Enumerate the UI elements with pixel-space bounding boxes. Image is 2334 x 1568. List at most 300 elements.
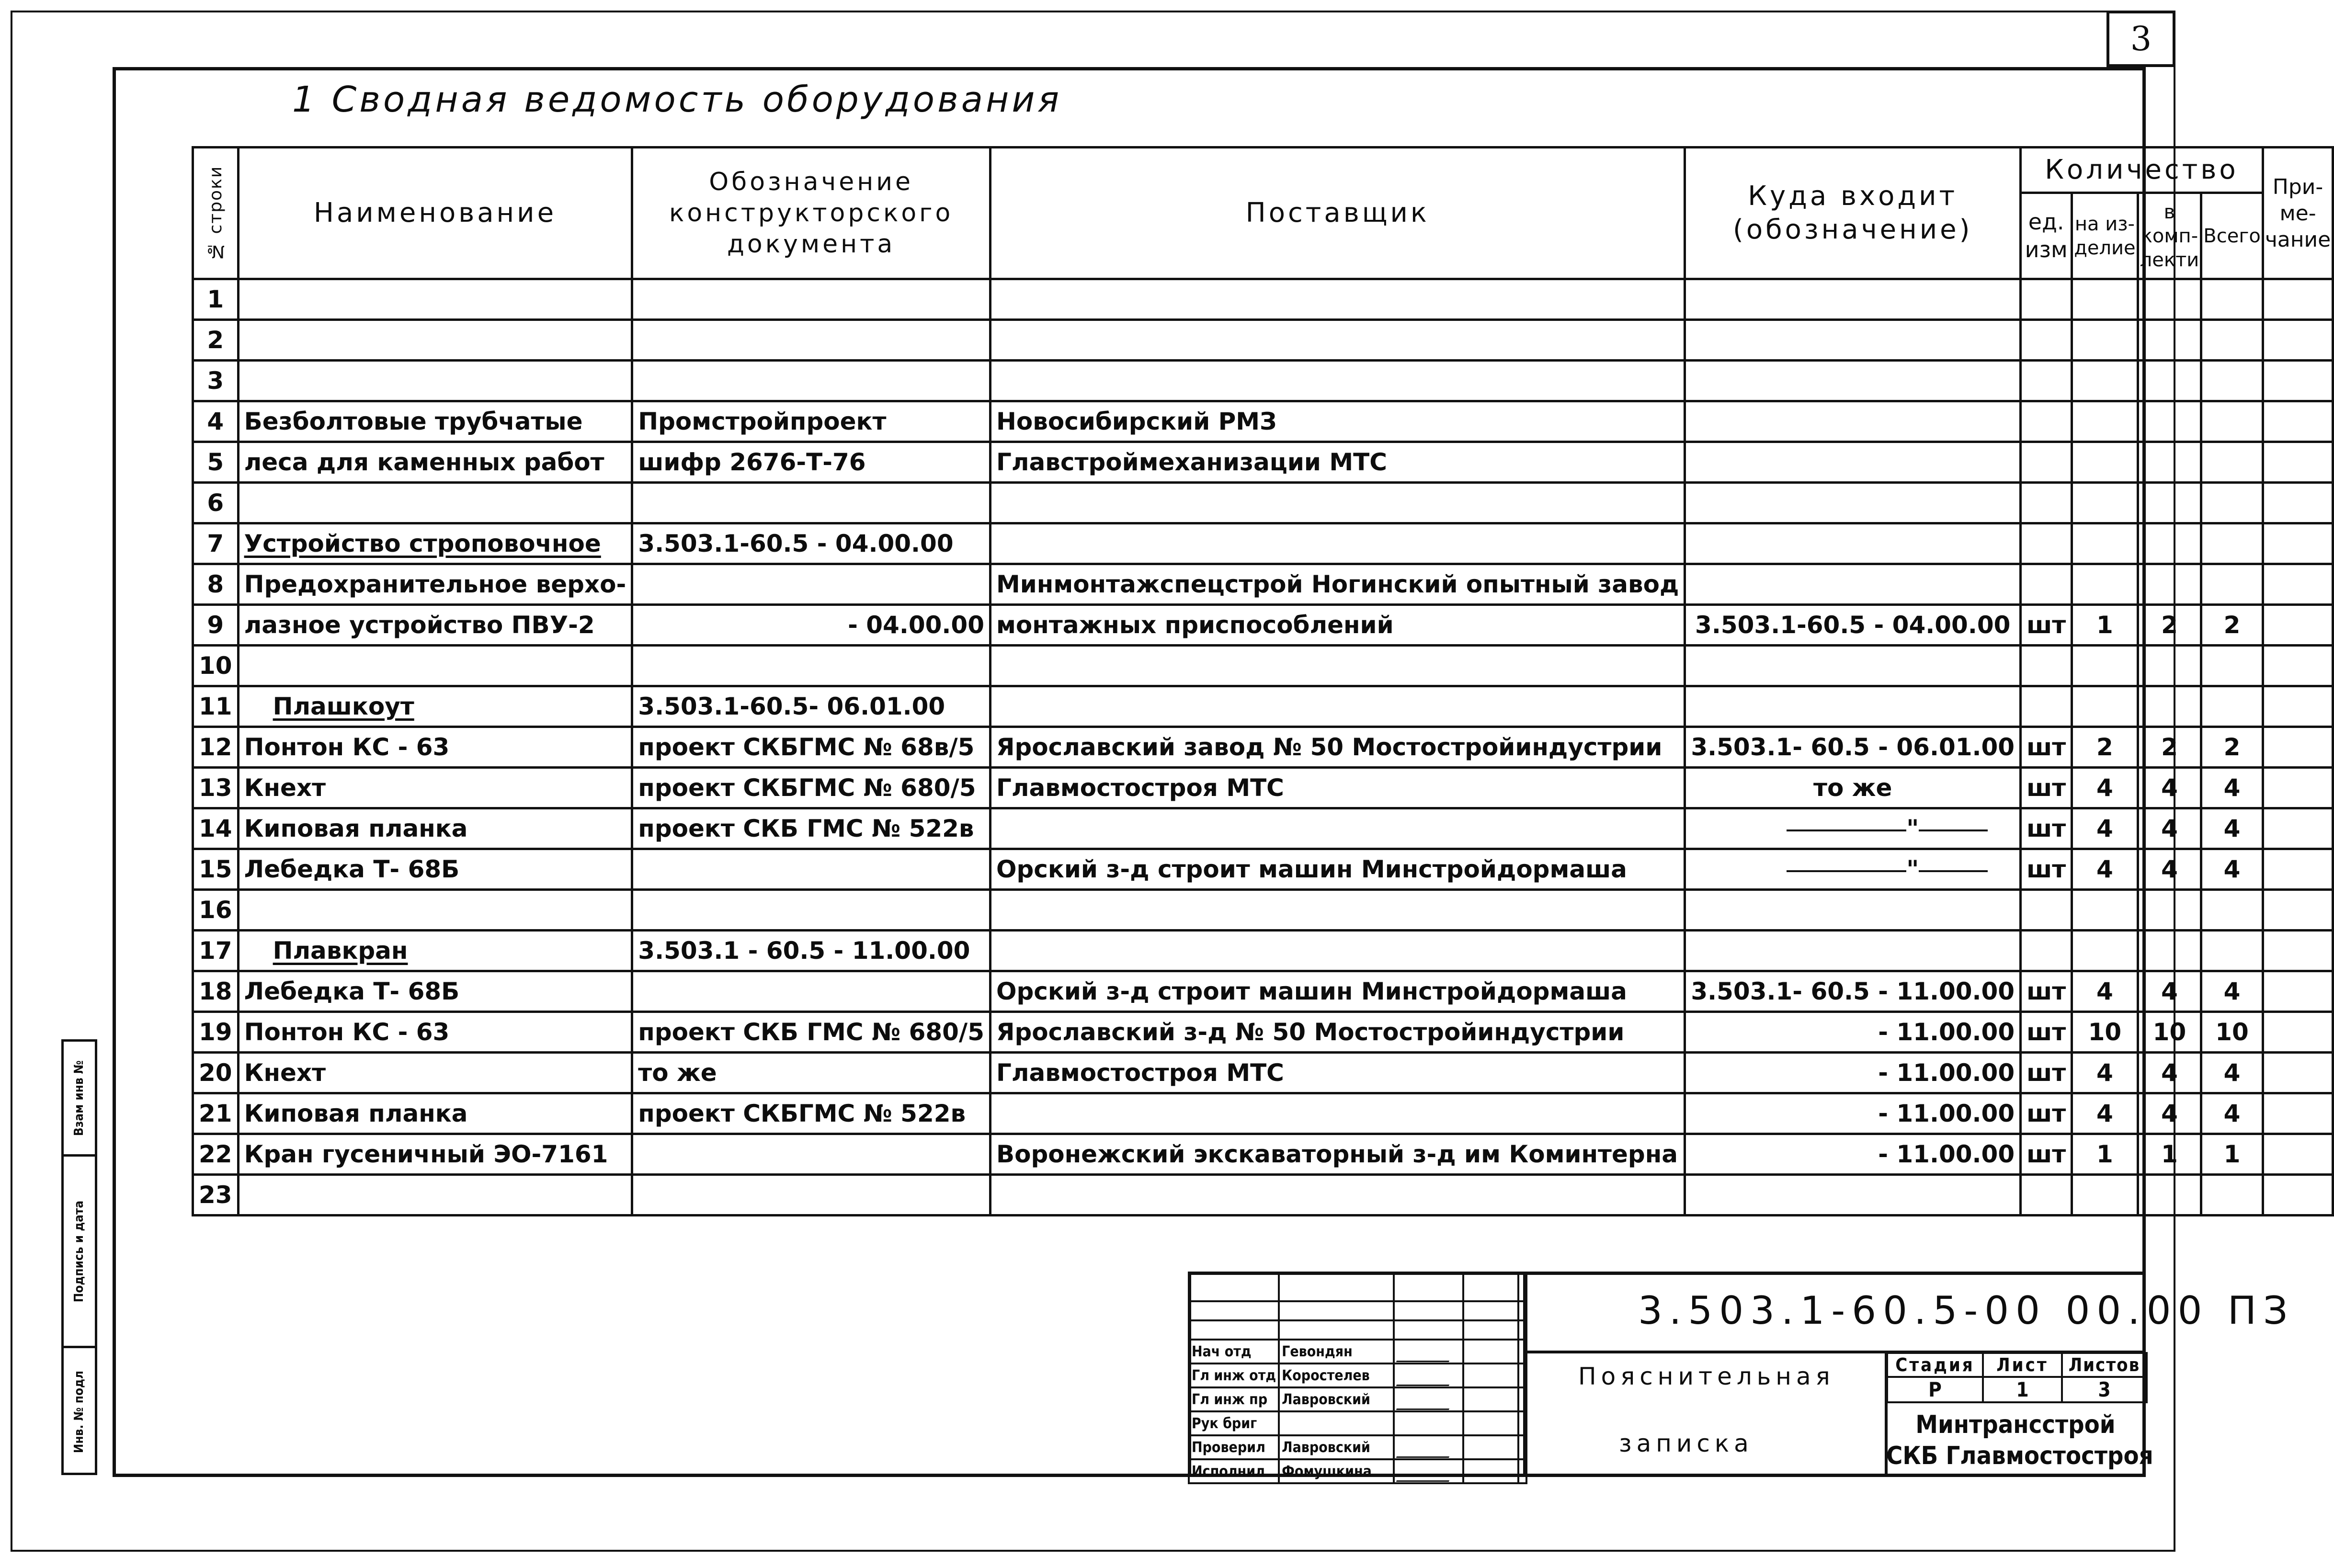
row-number: 21	[193, 1093, 239, 1134]
row-designation: шифр 2676-Т-76	[632, 442, 991, 483]
row-unit	[2021, 361, 2072, 401]
row-supplier	[991, 1093, 1685, 1134]
row-unit: шт	[2021, 1012, 2072, 1053]
signature-person: Коростелев	[1279, 1363, 1394, 1387]
row-designation	[632, 849, 991, 890]
table-row	[193, 1093, 2333, 1134]
row-number: 23	[193, 1175, 239, 1216]
signature-role: Гл инж пр	[1189, 1387, 1279, 1411]
row-unit: шт	[2021, 605, 2072, 646]
stage-table	[1886, 1352, 2148, 1403]
row-number: 19	[193, 1012, 239, 1053]
signature-table	[1188, 1272, 1527, 1484]
row-total	[2201, 523, 2263, 564]
row-per-item	[2072, 279, 2138, 320]
row-supplier	[991, 483, 1685, 523]
row-supplier: Главстроймеханизации МТС	[991, 442, 1685, 483]
row-number: 10	[193, 646, 239, 686]
row-where-used	[1685, 279, 2021, 320]
row-per-item: 4	[2072, 849, 2138, 890]
table-row	[193, 808, 2333, 849]
row-per-item: 10	[2072, 1012, 2138, 1053]
row-per-item: 4	[2072, 971, 2138, 1012]
row-unit	[2021, 320, 2072, 361]
row-per-set	[2138, 401, 2201, 442]
row-per-item	[2072, 931, 2138, 971]
row-total: 1	[2201, 1134, 2263, 1175]
document-name-2: записка	[1619, 1430, 1753, 1457]
row-total	[2201, 1175, 2263, 1216]
ditto-line	[1787, 870, 1988, 872]
row-designation: Промстройпроект	[632, 401, 991, 442]
row-designation	[632, 361, 991, 401]
row-total: 4	[2201, 1093, 2263, 1134]
header-where-used: Куда входит (обозначение)	[1685, 148, 2021, 279]
row-per-item: 4	[2072, 768, 2138, 808]
row-name	[238, 1175, 632, 1216]
header-designation: Обозначение конструкторского документа	[632, 148, 991, 279]
row-designation: - 04.00.00	[632, 605, 991, 646]
row-supplier: Новосибирский РМЗ	[991, 401, 1685, 442]
row-where-used: - 11.00.00	[1685, 1012, 2021, 1053]
signature-mark	[1394, 1435, 1463, 1459]
row-total: 4	[2201, 849, 2263, 890]
row-note	[2263, 890, 2333, 931]
row-name: Устройство строповочное	[238, 523, 632, 564]
row-number: 2	[193, 320, 239, 361]
row-supplier	[991, 890, 1685, 931]
row-where-used	[1685, 320, 2021, 361]
signature-row	[1189, 1387, 1526, 1411]
row-supplier: Главмостостроя МТС	[991, 768, 1685, 808]
table-row	[193, 727, 2333, 768]
row-note	[2263, 605, 2333, 646]
row-where-used: - 11.00.00	[1685, 1093, 2021, 1134]
table-row	[193, 361, 2333, 401]
table-row	[193, 523, 2333, 564]
row-supplier	[991, 361, 1685, 401]
row-per-item: 4	[2072, 1093, 2138, 1134]
signature-role: Проверил	[1189, 1435, 1279, 1459]
row-designation	[632, 320, 991, 361]
row-per-set: 4	[2138, 1093, 2201, 1134]
row-supplier: Ярославский з-д № 50 Мостостройиндустрии	[991, 1012, 1685, 1053]
row-total: 2	[2201, 727, 2263, 768]
row-name: Кран гусеничный ЭО-7161	[238, 1134, 632, 1175]
table-row	[193, 483, 2333, 523]
row-per-set	[2138, 890, 2201, 931]
row-per-item	[2072, 483, 2138, 523]
signature-empty-row	[1189, 1273, 1526, 1301]
row-per-set: 4	[2138, 971, 2201, 1012]
row-note	[2263, 483, 2333, 523]
header-name: Наименование	[238, 148, 632, 279]
table-row	[193, 605, 2333, 646]
row-per-item	[2072, 890, 2138, 931]
row-where-used	[1685, 483, 2021, 523]
row-name: лазное устройство ПВУ-2	[238, 605, 632, 646]
sheet-number: 3	[2106, 11, 2175, 67]
row-supplier: Орский з-д строит машин Минстройдормаша	[991, 849, 1685, 890]
row-where-used	[1685, 646, 2021, 686]
row-per-set: 4	[2138, 768, 2201, 808]
row-where-used	[1685, 523, 2021, 564]
signature-mark	[1394, 1387, 1463, 1411]
signature-row	[1189, 1435, 1526, 1459]
row-per-set: 4	[2138, 1053, 2201, 1093]
row-supplier: Минмонтажспецстрой Ногинский опытный завод	[991, 564, 1685, 605]
row-name	[238, 646, 632, 686]
row-number: 18	[193, 971, 239, 1012]
row-supplier	[991, 931, 1685, 971]
table-row	[193, 1053, 2333, 1093]
row-where-used	[1685, 564, 2021, 605]
row-total	[2201, 361, 2263, 401]
signature-mark	[1394, 1363, 1463, 1387]
handwritten-signature	[1396, 1439, 1456, 1458]
table-row	[193, 1012, 2333, 1053]
row-designation	[632, 971, 991, 1012]
row-total: 2	[2201, 605, 2263, 646]
row-total: 4	[2201, 971, 2263, 1012]
row-name	[238, 483, 632, 523]
row-note	[2263, 931, 2333, 971]
row-designation	[632, 646, 991, 686]
row-per-set: 4	[2138, 849, 2201, 890]
signature-row	[1189, 1340, 1526, 1363]
row-per-item	[2072, 320, 2138, 361]
row-per-set	[2138, 646, 2201, 686]
row-number: 22	[193, 1134, 239, 1175]
row-per-set: 10	[2138, 1012, 2201, 1053]
row-designation: 3.503.1-60.5- 06.01.00	[632, 686, 991, 727]
sheet-value: 1	[1983, 1377, 2062, 1402]
row-name: Кнехт	[238, 1053, 632, 1093]
row-note	[2263, 1053, 2333, 1093]
row-name: Киповая планка	[238, 808, 632, 849]
row-total	[2201, 890, 2263, 931]
row-number: 11	[193, 686, 239, 727]
org-bureau: СКБ Главмостостроя	[1886, 1442, 2153, 1470]
row-where-used	[1685, 442, 2021, 483]
row-per-item	[2072, 686, 2138, 727]
row-unit	[2021, 279, 2072, 320]
row-designation	[632, 890, 991, 931]
row-supplier	[991, 1175, 1685, 1216]
row-name: Лебедка Т- 68Б	[238, 849, 632, 890]
row-per-item: 4	[2072, 1053, 2138, 1093]
side-stamp	[61, 1039, 97, 1475]
row-designation: 3.503.1 - 60.5 - 11.00.00	[632, 931, 991, 971]
row-note	[2263, 1012, 2333, 1053]
signature-row	[1189, 1459, 1526, 1483]
table-row	[193, 1134, 2333, 1175]
row-number: 1	[193, 279, 239, 320]
row-per-set	[2138, 564, 2201, 605]
table-row	[193, 849, 2333, 890]
row-number: 20	[193, 1053, 239, 1093]
row-supplier	[991, 808, 1685, 849]
row-note	[2263, 646, 2333, 686]
row-where-used: то же	[1685, 768, 2021, 808]
header-unit: ед. изм	[2021, 193, 2072, 279]
table-row	[193, 442, 2333, 483]
row-unit: шт	[2021, 727, 2072, 768]
row-number: 8	[193, 564, 239, 605]
header-row-no: № строки	[193, 148, 239, 279]
row-note	[2263, 808, 2333, 849]
row-number: 12	[193, 727, 239, 768]
table-row	[193, 1175, 2333, 1216]
row-designation	[632, 279, 991, 320]
row-total	[2201, 320, 2263, 361]
row-unit: шт	[2021, 849, 2072, 890]
row-supplier: Ярославский завод № 50 Мостостройиндустрии	[991, 727, 1685, 768]
side-cell-sign-date: Подпись и дата	[64, 1154, 95, 1346]
row-total	[2201, 401, 2263, 442]
signature-empty-row	[1189, 1301, 1526, 1320]
sheet-label: Лист	[1983, 1353, 2062, 1377]
table-row	[193, 686, 2333, 727]
row-number: 17	[193, 931, 239, 971]
row-unit: шт	[2021, 971, 2072, 1012]
row-number: 5	[193, 442, 239, 483]
row-unit	[2021, 686, 2072, 727]
sheets-label: Листов	[2062, 1353, 2147, 1377]
signature-row	[1189, 1363, 1526, 1387]
row-note	[2263, 727, 2333, 768]
sheets-value: 3	[2062, 1377, 2147, 1402]
row-where-used: "	[1685, 808, 2021, 849]
row-per-set	[2138, 361, 2201, 401]
row-unit	[2021, 646, 2072, 686]
row-supplier	[991, 320, 1685, 361]
row-total	[2201, 931, 2263, 971]
row-designation: проект СКБ ГМС № 680/5	[632, 1012, 991, 1053]
row-per-item: 2	[2072, 727, 2138, 768]
row-note	[2263, 361, 2333, 401]
signature-person	[1279, 1411, 1394, 1435]
row-unit	[2021, 890, 2072, 931]
row-where-used: 3.503.1-60.5 - 04.00.00	[1685, 605, 2021, 646]
row-designation: то же	[632, 1053, 991, 1093]
row-designation: проект СКБГМС № 522в	[632, 1093, 991, 1134]
signature-role: Рук бриг	[1189, 1411, 1279, 1435]
row-note	[2263, 442, 2333, 483]
side-cell-inv-orig: Инв. № подл	[64, 1346, 95, 1475]
signature-mark	[1394, 1340, 1463, 1363]
row-unit	[2021, 931, 2072, 971]
row-total	[2201, 564, 2263, 605]
row-per-set	[2138, 442, 2201, 483]
signature-role: Исполнил	[1189, 1459, 1279, 1483]
row-unit	[2021, 442, 2072, 483]
row-total	[2201, 646, 2263, 686]
row-supplier: монтажных приспособлений	[991, 605, 1685, 646]
side-cell-replaced-inv: Взам инв №	[64, 1039, 95, 1154]
stage-label: Стадия	[1887, 1353, 1983, 1377]
row-supplier	[991, 686, 1685, 727]
row-per-item: 4	[2072, 808, 2138, 849]
header-per-set: в комп-лекти	[2138, 193, 2201, 279]
signature-role: Нач отд	[1189, 1340, 1279, 1363]
row-unit: шт	[2021, 1093, 2072, 1134]
row-per-set	[2138, 1175, 2201, 1216]
row-total	[2201, 442, 2263, 483]
signature-mark	[1394, 1411, 1463, 1435]
row-name: Плавкран	[238, 931, 632, 971]
table-row	[193, 320, 2333, 361]
row-per-item	[2072, 523, 2138, 564]
signature-person: Лавровский	[1279, 1387, 1394, 1411]
signature-person: Фомушкина	[1279, 1459, 1394, 1483]
row-supplier: Главмостостроя МТС	[991, 1053, 1685, 1093]
row-note	[2263, 564, 2333, 605]
header-supplier: Поставщик	[991, 148, 1685, 279]
handwritten-signature	[1396, 1343, 1456, 1362]
row-number: 6	[193, 483, 239, 523]
row-supplier	[991, 523, 1685, 564]
ditto-line	[1787, 829, 1988, 831]
row-total: 4	[2201, 808, 2263, 849]
row-name: Киповая планка	[238, 1093, 632, 1134]
row-number: 3	[193, 361, 239, 401]
row-note	[2263, 279, 2333, 320]
table-row	[193, 401, 2333, 442]
row-per-set	[2138, 320, 2201, 361]
table-row	[193, 768, 2333, 808]
row-total: 4	[2201, 768, 2263, 808]
row-note	[2263, 320, 2333, 361]
row-number: 14	[193, 808, 239, 849]
row-unit	[2021, 564, 2072, 605]
row-where-used: "	[1685, 849, 2021, 890]
row-note	[2263, 1093, 2333, 1134]
row-per-item	[2072, 361, 2138, 401]
table-row	[193, 971, 2333, 1012]
row-note	[2263, 971, 2333, 1012]
row-per-item	[2072, 564, 2138, 605]
row-number: 15	[193, 849, 239, 890]
row-note	[2263, 1134, 2333, 1175]
row-per-set	[2138, 931, 2201, 971]
row-per-set	[2138, 523, 2201, 564]
table-row	[193, 646, 2333, 686]
row-supplier	[991, 646, 1685, 686]
row-name: леса для каменных работ	[238, 442, 632, 483]
row-unit: шт	[2021, 808, 2072, 849]
row-name: Безболтовые трубчатые	[238, 401, 632, 442]
row-per-set	[2138, 279, 2201, 320]
row-name	[238, 890, 632, 931]
handwritten-signature	[1396, 1367, 1456, 1386]
row-note	[2263, 523, 2333, 564]
signature-person: Гевондян	[1279, 1340, 1394, 1363]
table-row	[193, 890, 2333, 931]
equipment-table	[192, 146, 2334, 1216]
header-per-item: на из-делие	[2072, 193, 2138, 279]
row-where-used	[1685, 401, 2021, 442]
table-row	[193, 564, 2333, 605]
handwritten-signature	[1396, 1391, 1456, 1410]
signature-person: Лавровский	[1279, 1435, 1394, 1459]
row-per-set: 2	[2138, 605, 2201, 646]
row-designation	[632, 1175, 991, 1216]
row-designation: проект СКБ ГМС № 522в	[632, 808, 991, 849]
header-note: При-ме-чание	[2263, 148, 2333, 279]
row-designation	[632, 483, 991, 523]
row-unit: шт	[2021, 1134, 2072, 1175]
table-row	[193, 279, 2333, 320]
row-total	[2201, 279, 2263, 320]
row-name: Понтон КС - 63	[238, 1012, 632, 1053]
row-where-used	[1685, 890, 2021, 931]
row-unit	[2021, 523, 2072, 564]
row-designation: проект СКБГМС № 68в/5	[632, 727, 991, 768]
row-per-set	[2138, 483, 2201, 523]
row-name: Кнехт	[238, 768, 632, 808]
row-note	[2263, 401, 2333, 442]
row-supplier	[991, 279, 1685, 320]
signature-row	[1189, 1411, 1526, 1435]
row-name: Плашкоут	[238, 686, 632, 727]
header-quantity: Количество	[2021, 148, 2263, 193]
row-number: 13	[193, 768, 239, 808]
stage-value: Р	[1887, 1377, 1983, 1402]
row-unit	[2021, 483, 2072, 523]
row-where-used: - 11.00.00	[1685, 1053, 2021, 1093]
row-where-used	[1685, 361, 2021, 401]
row-total	[2201, 483, 2263, 523]
row-per-set	[2138, 686, 2201, 727]
row-supplier: Воронежский экскаваторный з-д им Коминтерна	[991, 1134, 1685, 1175]
row-number: 4	[193, 401, 239, 442]
row-number: 16	[193, 890, 239, 931]
row-note	[2263, 768, 2333, 808]
org-ministry: Минтрансстрой	[1915, 1410, 2116, 1439]
row-designation	[632, 1134, 991, 1175]
row-per-item: 1	[2072, 605, 2138, 646]
row-name: Понтон КС - 63	[238, 727, 632, 768]
row-per-item	[2072, 646, 2138, 686]
row-total: 4	[2201, 1053, 2263, 1093]
row-per-item	[2072, 401, 2138, 442]
row-name: Предохранительное верхо-	[238, 564, 632, 605]
document-name-1: Пояснительная	[1578, 1363, 1835, 1390]
row-unit	[2021, 401, 2072, 442]
row-unit: шт	[2021, 1053, 2072, 1093]
row-per-item	[2072, 442, 2138, 483]
signature-role: Гл инж отд	[1189, 1363, 1279, 1387]
row-number: 9	[193, 605, 239, 646]
row-supplier: Орский з-д строит машин Минстройдормаша	[991, 971, 1685, 1012]
document-title: 1 Сводная ведомость оборудования	[292, 79, 1062, 120]
row-total	[2201, 686, 2263, 727]
row-unit: шт	[2021, 768, 2072, 808]
document-number: 3.503.1-60.5-00 00.00 ПЗ	[1638, 1288, 2295, 1333]
row-total: 10	[2201, 1012, 2263, 1053]
row-per-set: 4	[2138, 808, 2201, 849]
table-row	[193, 931, 2333, 971]
row-where-used	[1685, 1175, 2021, 1216]
signature-mark	[1394, 1459, 1463, 1483]
row-where-used	[1685, 931, 2021, 971]
row-note	[2263, 686, 2333, 727]
row-designation: проект СКБГМС № 680/5	[632, 768, 991, 808]
row-where-used: 3.503.1- 60.5 - 11.00.00	[1685, 971, 2021, 1012]
row-unit	[2021, 1175, 2072, 1216]
row-per-item	[2072, 1175, 2138, 1216]
